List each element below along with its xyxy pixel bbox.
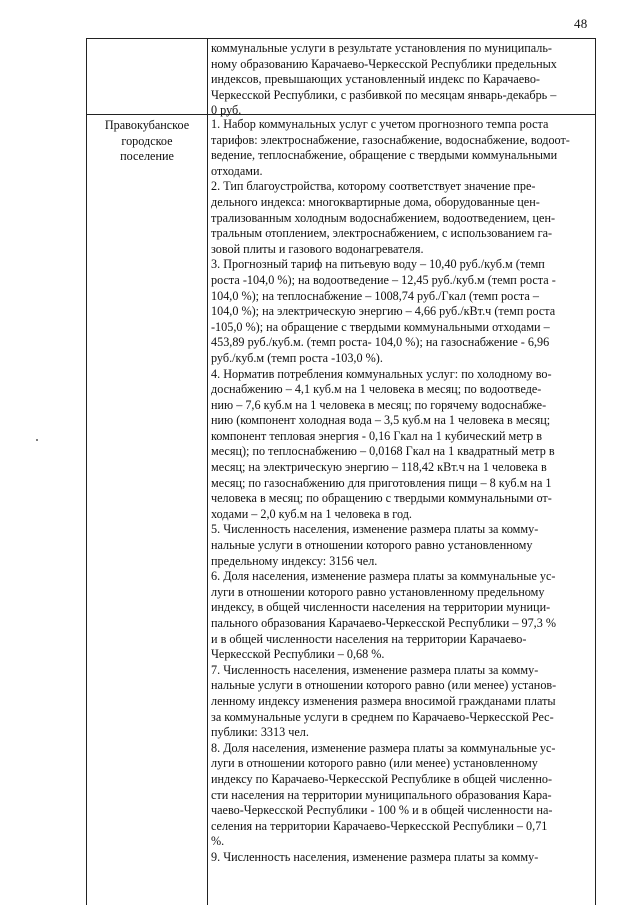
data-table [86, 38, 596, 905]
text-line: 0 руб. [211, 103, 242, 118]
text-line: индексу, в общей численности населения на территории муници- [211, 600, 551, 615]
text-line: месяц; на электрическую энергию – 118,42 кВт.ч на 1 человека в [211, 460, 547, 475]
text-line: Черкесской Республики – 0,68 %. [211, 647, 385, 662]
text-line: отходами. [211, 163, 263, 178]
text-line: нальные услуги в отношении которого равно установленному [211, 538, 533, 553]
text-line: нию – 7,6 куб.м на 1 человека в месяц; по горячему водоснабже- [211, 397, 547, 412]
text-line: нальные услуги в отношении которого равно (или менее) установ- [211, 678, 557, 693]
text-line: чаево-Черкесской Республики - 100 % и в общей численности на- [211, 803, 553, 818]
text-line: сти населения на территории муниципального образования Кара- [211, 787, 552, 802]
municipality-name-line: городское [121, 133, 173, 148]
text-line: за коммунальные услуги в среднем по Карачаево-Черкесской Рес- [211, 709, 554, 724]
text-line: публики: 3313 чел. [211, 725, 309, 740]
text-line: 6. Доля населения, изменение размера платы за коммунальные ус- [211, 569, 556, 584]
text-line: тарифов: электроснабжение, газоснабжение, водоснабжение, водоот- [211, 132, 570, 147]
text-line: и в общей численности населения на территории Карачаево- [211, 631, 527, 646]
text-line: 2. Тип благоустройства, которому соответствует значение пре- [211, 179, 536, 194]
text-line: %. [211, 834, 225, 849]
text-line: коммунальные услуги в результате установления по муниципаль- [211, 41, 552, 55]
continuation-text-cell [211, 41, 593, 119]
text-line: ведение, теплоснабжение, обращение с твердыми коммунальными [211, 148, 558, 163]
text-line: месяц); по теплоснабжению – 0,0168 Гкал на 1 квадратный метр в [211, 444, 555, 459]
text-line: ленному индексу изменения размера вносимой гражданами платы [211, 693, 556, 708]
text-line: предельному индексу: 3156 чел. [211, 553, 378, 568]
scan-speck [36, 439, 38, 441]
text-line: 453,89 руб./куб.м. (темп роста- 104,0 %); на газоснабжение - 6,96 [211, 335, 550, 350]
text-line: луги в отношении которого равно (или менее) установленному [211, 756, 538, 771]
text-line: трализованным холодным водоснабжением, водоотведением, цен- [211, 210, 556, 225]
municipality-name-cell [87, 118, 207, 165]
text-line: нию (компонент холодная вода – 3,5 куб.м на 1 человека в месяц; [211, 413, 551, 428]
text-line: зовой плиты и газового водонагревателя. [211, 241, 424, 256]
municipality-name-line: поселение [120, 149, 174, 164]
text-line: 7. Численность населения, изменение размера платы за комму- [211, 662, 539, 677]
text-line: 5. Численность населения, изменение размера платы за комму- [211, 522, 539, 537]
text-line: компонент тепловая энергия - 0,16 Гкал на 1 кубический метр в [211, 428, 543, 443]
municipality-name-line: Правокубанское [104, 118, 190, 132]
text-line: ходами – 2,0 куб.м на 1 человека в год. [211, 506, 412, 521]
table-row-continuation [87, 39, 595, 118]
text-line: индексов, превышающих установленный индекс по Карачаево- [211, 72, 540, 87]
text-line: месяц; по газоснабжению для приготовления пищи – 8 куб.м на 1 [211, 475, 552, 490]
text-line: ному образованию Карачаево-Черкесской Республики предельных [211, 56, 557, 71]
page-number: 48 [574, 16, 588, 31]
indicators-text-cell [211, 117, 593, 866]
text-line: -105,0 %); на обращение с твердыми коммунальными отходами – [211, 319, 550, 334]
text-line: 104,0 %); на электрическую энергию – 4,66 руб./кВт.ч (темп роста [211, 304, 556, 319]
text-line: индексу по Карачаево-Черкесской Республике в общей численно- [211, 771, 553, 786]
text-line: 4. Норматив потребления коммунальных услуг: по холодному во- [211, 366, 552, 381]
text-line: руб./куб.м (темп роста -103,0 %). [211, 350, 383, 365]
text-line: роста -104,0 %); на водоотведение – 12,45 руб./куб.м (темп роста - [211, 272, 556, 287]
text-line: селения на территории Карачаево-Черкесской Республики – 0,71 [211, 818, 548, 833]
text-line: 104,0 %); на теплоснабжение – 1008,74 руб./Гкал (темп роста – [211, 288, 539, 303]
text-line: 3. Прогнозный тариф на питьевую воду – 10,40 руб./куб.м (темп [211, 257, 545, 272]
text-line: 9. Численность населения, изменение размера платы за комму- [211, 849, 539, 864]
text-line: луги в отношении которого равно установленному предельному [211, 584, 545, 599]
text-line: доснабжению – 4,1 куб.м на 1 человека в месяц; по водоотведе- [211, 382, 542, 397]
table-row-pravokubanskoe [87, 115, 595, 905]
text-line: 1. Набор коммунальных услуг с учетом прогнозного темпа роста [211, 117, 549, 131]
text-line: дельного индекса: многоквартирные дома, оборудованные цен- [211, 194, 540, 209]
text-line: пального образования Карачаево-Черкесской Республики – 97,3 % [211, 616, 557, 630]
text-line: человека в месяц; по обращению с твердыми коммунальными от- [211, 491, 552, 506]
text-line: Черкесской Республики, с разбивкой по месяцам январь-декабрь – [211, 87, 557, 102]
text-line: тральным отоплением, электроснабжением, с использованием га- [211, 226, 553, 241]
text-line: 8. Доля населения, изменение размера платы за коммунальные ус- [211, 740, 556, 755]
